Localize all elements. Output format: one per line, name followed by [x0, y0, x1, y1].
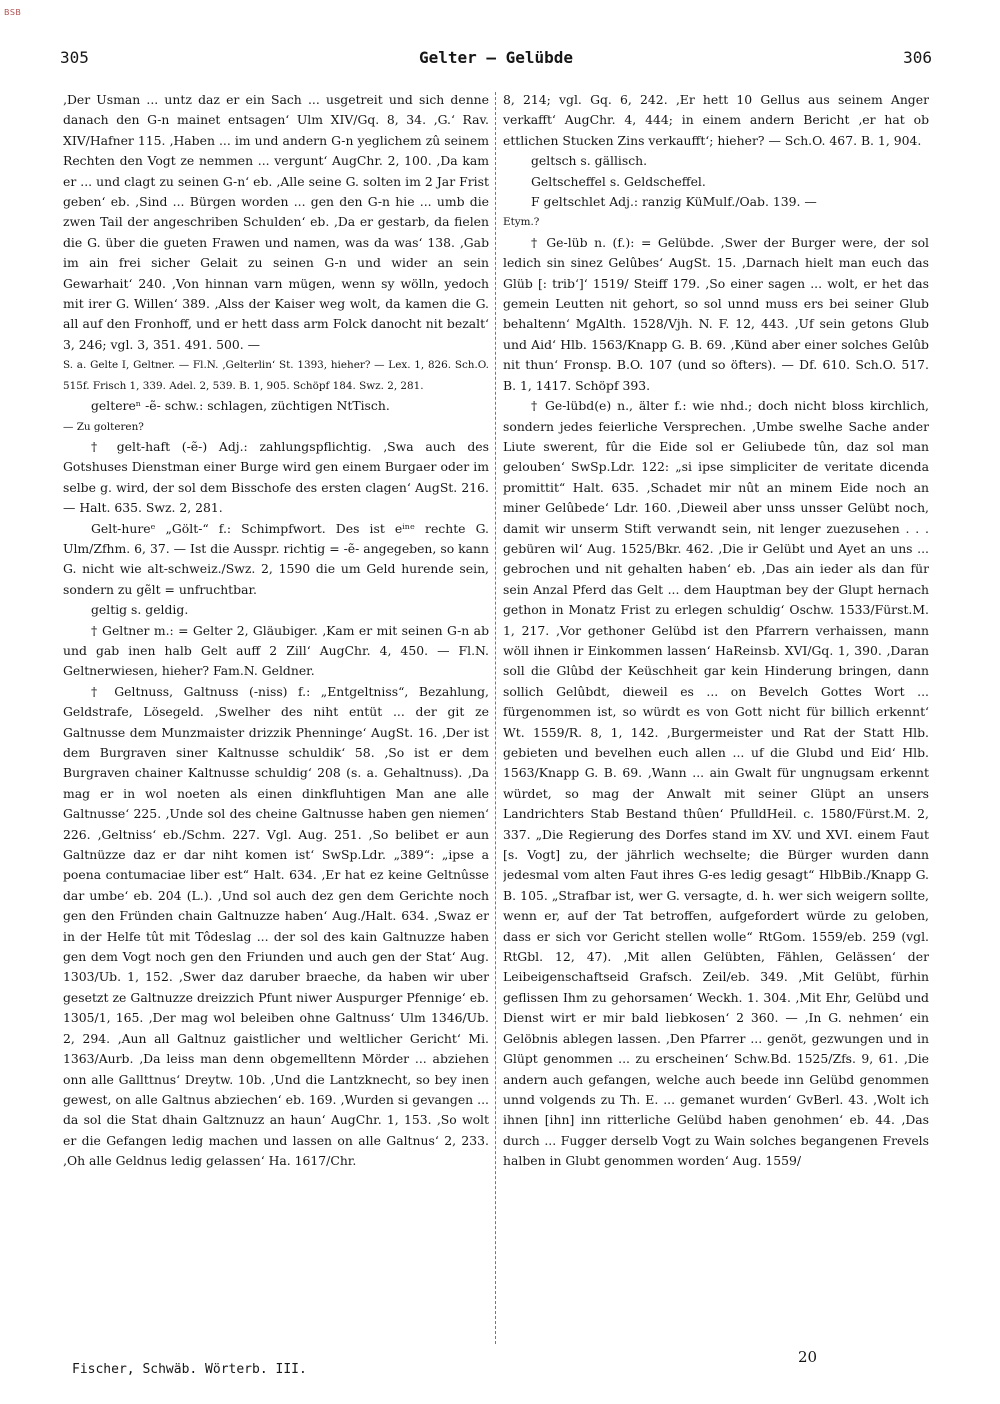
dictionary-paragraph: † Geltnuss, Galtnuss (-niss) f.: „Entgeltniss“, Bezahlung, Geldstrafe, Lösegeld. ‚Swelher des niht entüt ... der git ze Galtnusse dem Munzmaister drizzik Phenninge‘ AugSt. 16. ‚Der ist dem Burgraven siner Kaltnusse schuldik‘ 58. ‚So ist er dem Burgraven chainer Kaltnusse schuldig‘ 208 (s. a. Gehaltnuss). ‚Da mag er in wol noeten als einen dinkfluhtigen Man ane alle Galtnusse‘ 225. ‚Unde sol des cheine Galtnusse haben gen niemen‘ 226. ‚Geltniss‘ eb./Schm. 227. Vgl. Aug. 251. ‚So belibet er aun Galtnüzze daz er dar niht komen ist‘ SwSp.Ldr. „389“: „ipse a poena contumaciae liber est“ Halt. 634. ‚Er hat ez keine Geltnûsse dar umbe‘ eb. 204 (L.). ‚Und sol auch dez gen dem Gerichte noch gen den Fründen chain Galtnuzze haben‘ Aug./Halt. 634. ‚Swaz er in der Helfe tût mit Tôdeslag ... der sol des kain Galtnuzze haben gen dem Vogt noch gen den Friunden und auch gen der Stat‘ Aug. 1303/Ub. 1, 152. ‚Swer daz daruber braeche, da haben wir uber gesetzt ze Galtnuzze dreizzich Pfunt niwer Auspurger Pfennige‘ eb. 1305/1, 165. ‚Der mag wol beleiben ohne Galtnuss‘ Ulm 1346/Ub. 2, 294. ‚Aun all Galtnuz gaistlicher und weltlicher Gericht‘ Mi. 1363/Aurb. ‚Da leiss man denn obgemelltenn Mörder ... abziehen onn alle Gallttnus‘ Dreytw. 10b. ‚Und die Lantzknecht, so bey inen gewest, on alle Galtnus abziechen‘ eb. 169. ‚Wurden si gevangen ... da sol die Stat dhain Galtznuzz an haun‘ AugChr. 1, 153. ‚So wolt er die Gefangen ledig machen und lassen on alle Galtnus‘ 2, 233. ‚Oh alle Geldnus ledig gelassen‘ Ha. 1617/Chr.	[63, 683, 489, 1169]
page-number-right: 306	[903, 48, 932, 67]
dictionary-paragraph: † Ge-lüb n. (f.): = Gelübde. ‚Swer der Burger were, der sol ledich sin sinez Gelûbes‘ AugSt. 15. ‚Darnach hielt man euch das Glüb [: trib‘]‘ 1519/ Steiff 179. ‚So einer sagen ... wolt, er het das gemein Leutten nit gehort, so sol unnd muss ers bei seiner Glub behaltenn‘ MgAlth. 1528/Vjh. N. F. 12, 443. ‚Uf sein getons Glub und Aid‘ Hlb. 1563/Knapp G. B. 69. ‚Künd aber einer solches Gelûb nit thun‘ Fronsp. B.O. 107 (und so öfters). — Df. 610. Sch.O. 517. B. 1, 1417. Schöpf 393.	[503, 234, 929, 393]
dictionary-paragraph: — Zu golteren?	[63, 420, 144, 433]
footer-imprint: Fischer, Schwäb. Wörterb. III.	[72, 1362, 307, 1377]
dictionary-paragraph: geltig s. geldig.	[91, 602, 189, 618]
column-divider	[495, 92, 496, 1344]
signature-mark: 20	[798, 1348, 818, 1366]
dictionary-paragraph: F geltschlet Adj.: ranzig KüMulf./Oab. 139. —	[531, 194, 817, 210]
dictionary-paragraph: ‚Der Usman ... untz daz er ein Sach ... usgetreit und sich denne danach den G-n mainet entsagen‘ Ulm XIV/Gq. 8, 34. ‚G.‘ Rav. XIV/Hafner 115. ‚Haben ... im und andern G-n yeglichem zû seinem Rechten den Vogt ze nemmen ... vergunt‘ AugChr. 2, 100. ‚Da kam er ... und clagt zu seinen G-n‘ eb. ‚Alle seine G. solten im 2 Jar Frist geben‘ eb. ‚Sind ... Bürgen worden ... gen den G-n hie ... umb die zwen Tail der angeschriben Schulden‘ eb. ‚Da er gestarb, da fielen die G. über die gueten Frawen und namen, was da was‘ 138. ‚Gab im ain frei sicher Gelait zu seinen G-n und wider an sein Gewarhait‘ 240. ‚Von hinnan varn mügen, wenn sy wölln, yedoch mit irer G. Willen‘ 389. ‚Alss der Kaiser weg wolt, da kamen die G. all auf den Fronhoff, und er hett dass arm Folck danocht nit bezalt‘ 3, 246; vgl. 3, 351. 491. 500. —	[63, 92, 489, 352]
left-column	[63, 90, 489, 1347]
page-number-left: 305	[60, 48, 89, 67]
dictionary-paragraph: geltereⁿ -ẽ- schw.: schlagen, züchtigen NtTisch.	[91, 398, 390, 414]
right-column	[503, 90, 929, 1347]
dictionary-paragraph: † Geltner m.: = Gelter 2, Gläubiger. ‚Kam er mit seinen G-n ab und gab inen halb Gelt auff 2 Zill‘ AugChr. 4, 450. — Fl.N. Geltnerwiesen, hieher? Fam.N. Geldner.	[63, 622, 489, 679]
dictionary-paragraph: S. a. Gelte I, Geltner. — Fl.N. ‚Gelterlin‘ St. 1393, hieher? — Lex. 1, 826. Sch.O. 515f. Frisch 1, 339. Adel. 2, 539. B. 1, 905. Schöpf 184. Swz. 2, 281.	[63, 359, 489, 392]
dictionary-paragraph: Etym.?	[503, 216, 540, 229]
page-header	[60, 48, 932, 72]
dictionary-paragraph: geltsch s. gällisch.	[531, 153, 648, 169]
dictionary-paragraph: † gelt-haft (-ẽ-) Adj.: zahlungspflichtig. ‚Swa auch des Gotshuses Dienstman einer Burge wird gen einem Burgaer oder im selbe g. wird, der sol dem Bisschofe des ersten clagen‘ AugSt. 216. — Halt. 635. Swz. 2, 281.	[63, 438, 489, 516]
library-stamp: BSB	[4, 8, 22, 17]
dictionary-paragraph: † Ge-lübd(e) n., älter f.: wie nhd.; doch nicht bloss kirchlich, sondern jedes feierliche Versprechen. ‚Umbe swelhe Sache ander Liute swerent, fûr die Eide sol er Geliubede tûn, daz sol man gelouben‘ SwSp.Ldr. 122: „si ipse simpliciter de veritate dicenda promittit“ Halt. 635. ‚Schadet mir nût an minem Eide noch an miner Gelûbede‘ Ldr. 160. ‚Dieweil aber unss unsser Gelübt noch, damit wir unserm Stift verwandt sein, nit lenger zuezusehen . . . gebüren wil‘ Aug. 1525/Bkr. 462. ‚Die ir Gelübt und Ayet an uns ... gebrochen und nit gehalten haben‘ eb. ‚Das ain ieder als dan für sein Anzal Pferd das Gelt ... dem Hauptman bey der Glupt hernach gethon in Monatz Frist zu erlegen schuldig‘ Oschw. 1533/Fürst.M. 1, 217. ‚Vor gethoner Gelübd ist den Pfarrern verhaissen, mann wöll ihnen ir Einkommen lassen‘ HaReinsb. XVI/Gq. 1, 390. ‚Daran soll die Glûbd der Keüschheit gar kein Hinderung bringen, dann sollich Gelûbdt, dieweil es ... on Bevelch Gottes Wort ... fürgenommen ist, so würdt es von Gott nicht für billich erkennt‘ Wt. 1559/R. 8, 1, 142. ‚Burgermeister und Rat der Statt Hlb. gebieten und bevelhen euch allen ... uf die Glubd und Eid‘ Hlb. 1563/Knapp G. B. 69. ‚Wann ... ain Gwalt für ungnugsam erkennt würdet, so mag der Anwalt mit seiner Glüpt an unsers Landrichters Stab Bestand thûen‘ PfulldHeil. c. 1580/Fürst.M. 2, 337. „Die Regierung des Dorfes stand im XV. und XVI. einem Faut [s. Vogt] zu, der jährlich wechselte; die Bürger wurden dann jedesmal vom alten Faut ihres G-es ledig gesagt“ HlbBib./Knapp G. B. 105. „Strafbar ist, wer G. versagte, d. h. wer sich weigern sollte, wenn er, auf der Tat betroffen, aufgefordert würde zu geloben, dass er sich vor Gericht stellen wolle“ RtGom. 1559/eb. 259 (vgl. RtGbl. 12, 47). ‚Mit allen Gelübten, Fählen, Gelässen‘ der Leibeigenschaftseid Grafsch. Zeil/eb. 349. ‚Mit Gelübt, fürhin geflissen Ihm zu gehorsamen‘ Weckh. 1. 304. ‚Mit Ehr, Gelübd und Dienst wirt er mir bald liebkosen‘ 2 360. — ‚In G. nehmen‘ ein Gelöbnis ablegen lassen. ‚Den Pfarrer ... genöt, gezwungen und in Glüpt genommen ... zu erscheinen‘ Schw.Bd. 1525/Zfs. 9, 61. ‚Die andern auch gefangen, welche auch beede inn Gelübd genommen unnd volgends zu Th. E. ... gemanet wurden‘ GvBerl. 43. ‚Wolt ich ihnen [ihn] inn ritterliche Gelübd haben genohmen‘ eb. 44. ‚Das durch ... Fugger derselb Vogt zu Wain solches begangenen Frevels halben in Glubt genommen worden‘ Aug. 1559/	[503, 398, 929, 1169]
dictionary-paragraph: 8, 214; vgl. Gq. 6, 242. ‚Er hett 10 Gellus aus seinem Anger verkafft‘ AugChr. 4, 444; in einem andern Bericht ‚er hat ob ettlichen Stucken Zins verkaufft‘; hieher? — Sch.O. 467. B. 1, 904.	[503, 92, 929, 148]
running-title: Gelter — Gelübde	[418, 48, 574, 67]
dictionary-paragraph: Gelt-hureᵉ „Gölt-“ f.: Schimpfwort. Des ist eⁱⁿᵉ rechte G. Ulm/Zfhm. 6, 37. — Ist die Ausspr. richtig = -ẽ- angegeben, so kann G. nicht wie alt-schweiz./Swz. 2, 1590 die um Geld hurende sein, sondern zu gẽlt = unfruchtbar.	[63, 520, 489, 597]
dictionary-paragraph: Geltscheffel s. Geldscheffel.	[531, 173, 706, 189]
